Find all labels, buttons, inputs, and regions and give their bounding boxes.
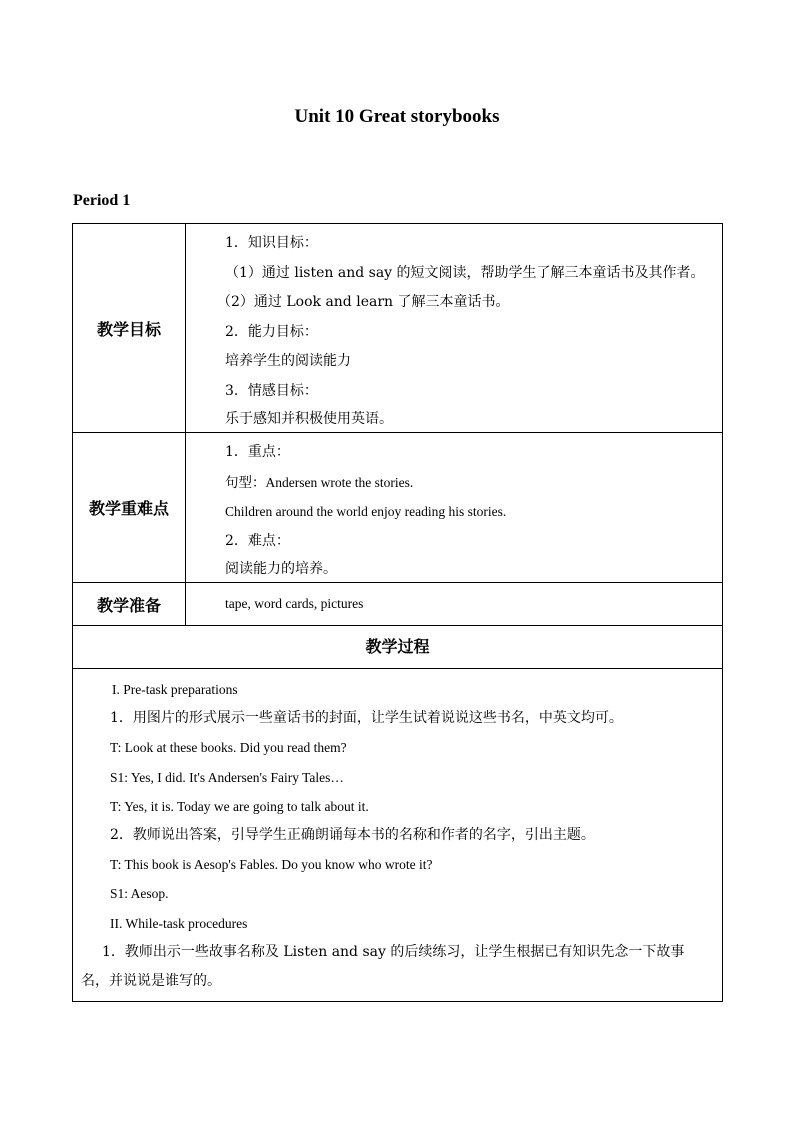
preparation-content bbox=[186, 583, 723, 626]
preparation-text: tape, word cards, pictures bbox=[225, 596, 364, 612]
process-line: S1: Aesop. bbox=[110, 886, 169, 902]
process-line: 1．用图片的形式展示一些童话书的封面，让学生试着说说这些书名，中英文均可。 bbox=[110, 710, 623, 727]
process-heading: 教学过程 bbox=[73, 626, 723, 669]
key-points-line: 1．重点： bbox=[225, 444, 290, 460]
objectives-line: 培养学生的阅读能力 bbox=[225, 353, 351, 369]
objectives-content bbox=[186, 224, 723, 433]
preparation-row bbox=[73, 583, 723, 626]
key-points-line: Children around the world enjoy reading his stories. bbox=[225, 504, 507, 519]
key-points-line: 2．难点： bbox=[225, 532, 290, 549]
key-points-row bbox=[73, 433, 723, 583]
process-content bbox=[73, 669, 723, 1002]
process-line: I. Pre-task preparations bbox=[112, 682, 238, 697]
key-points-line: 句型：Andersen wrote the stories. bbox=[225, 474, 414, 490]
process-row bbox=[73, 669, 723, 1002]
period-heading: Period 1 bbox=[73, 192, 131, 209]
objectives-line: （1）通过 listen and say 的短文阅读，帮助学生了解三本童话书及其作者。 bbox=[225, 264, 705, 281]
process-line: T: Look at these books. Did you read them? bbox=[110, 740, 347, 756]
key-points-content bbox=[186, 433, 723, 583]
lesson-plan-table bbox=[72, 223, 723, 1002]
process-line: T: This book is Aesop's Fables. Do you know who wrote it? bbox=[110, 857, 433, 873]
process-line: S1: Yes, I did. It's Andersen's Fairy Tales… bbox=[110, 769, 344, 785]
process-line: II. While-task procedures bbox=[110, 915, 248, 931]
document-title: Unit 10 Great storybooks bbox=[294, 106, 500, 127]
objectives-line: （2）通过 Look and learn 了解三本童话书。 bbox=[217, 294, 510, 310]
objectives-label: 教学目标 bbox=[73, 224, 186, 433]
process-line: 2．教师说出答案，引导学生正确朗诵每本书的名称和作者的名字，引出主题。 bbox=[110, 827, 595, 844]
objectives-line: 2．能力目标： bbox=[225, 323, 318, 340]
process-line: T: Yes, it is. Today we are going to talk about it. bbox=[110, 798, 369, 814]
preparation-label: 教学准备 bbox=[73, 583, 186, 626]
key-points-label: 教学重难点 bbox=[73, 433, 186, 583]
objectives-line: 1．知识目标： bbox=[225, 235, 318, 251]
objectives-row bbox=[73, 224, 723, 433]
key-points-line: 阅读能力的培养。 bbox=[225, 561, 337, 577]
objectives-line: 3．情感目标： bbox=[225, 382, 318, 399]
process-heading-row bbox=[73, 626, 723, 669]
objectives-line: 乐于感知并积极使用英语。 bbox=[225, 411, 393, 427]
process-line: 1．教师出示一些故事名称及 Listen and say 的后续练习，让学生根据已有知识先念一下故事名，并说说是谁写的。 bbox=[81, 943, 685, 990]
